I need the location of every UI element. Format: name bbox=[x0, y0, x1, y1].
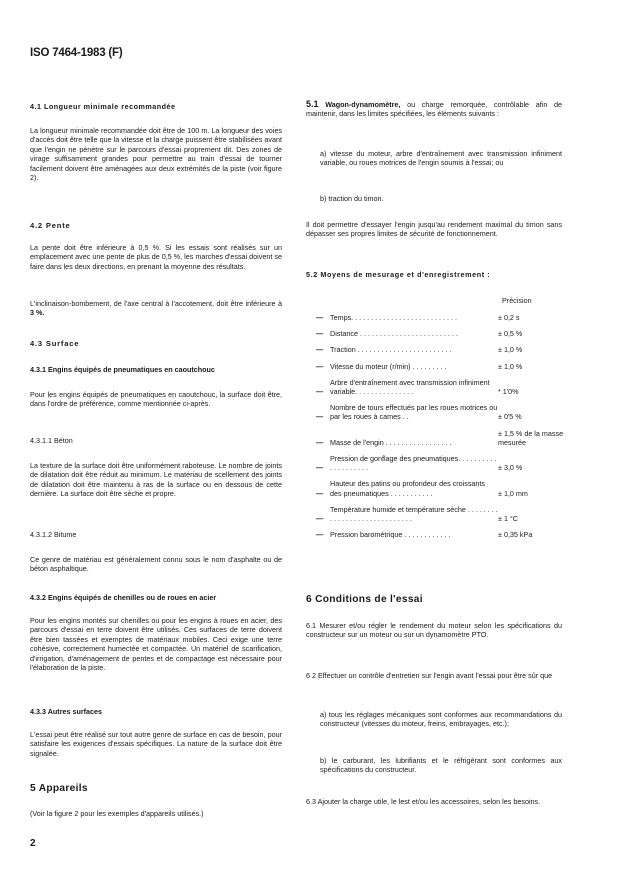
measurement-row bbox=[316, 338, 566, 354]
measurement-label: Traction . . . . . . . . . . . . . . . . . . . . . . . . bbox=[330, 345, 452, 355]
measurement-label: Arbre d'entraînement avec transmission infiniment variable. . . . . . . . . . . . . . . bbox=[330, 377, 490, 397]
measurement-precision: ± 0,5 % bbox=[498, 329, 523, 339]
document-id: ISO 7464-1983 (F) bbox=[30, 47, 123, 59]
dash-bullet: — bbox=[316, 329, 324, 339]
section-4-2-text2-b: 3 %. bbox=[30, 308, 45, 318]
section-6-1-text: 6.1 Mesurer et/ou régler le rendement du moteur selon les spécifications du constructeur sur un moteur ou sur un dynamomètre PTO. bbox=[306, 621, 562, 640]
section-4-3-1-2-text: Ce genre de matériau est généralement connu sous le nom d'asphalte ou de béton asphaltique. bbox=[30, 555, 282, 574]
measurement-precision: ± 1,0 % bbox=[498, 361, 523, 371]
section-6-3-text: 6.3 Ajouter la charge utile, le lest et/ou les accessoires, selon les besoins. bbox=[306, 797, 541, 806]
section-4-1-title: 4.1 Longueur minimale recommandée bbox=[30, 102, 176, 111]
section-5-title: 5 Appareils bbox=[30, 783, 88, 794]
measurement-table bbox=[316, 306, 566, 539]
measurement-row bbox=[316, 422, 566, 447]
section-4-2-text: La pente doit être inférieure à 0,5 %. Si les essais sont réalisés sur un emplacement avec une pente de plus de 0,5 %, les marches d'essai doivent se faire dans les deux directions, en prenant la moyenne des résultats. bbox=[30, 243, 282, 271]
section-4-3-1-1-text: La texture de la surface doit être uniformément raboteuse. Le nombre de joints de dilatation doit être réduit au minimum. Le matériau de scellement des joints de dilatation doit être maintenu à ras de la surface ou en dessous de cette dernière. La surface doit être sèche et propre. bbox=[30, 461, 282, 499]
section-6-title: 6 Conditions de l'essai bbox=[306, 594, 423, 605]
dash-bullet: — bbox=[316, 412, 324, 422]
dash-bullet: — bbox=[316, 514, 324, 524]
section-6-2-item-a: a) tous les réglages mécaniques sont conformes aux recommandations du constructeur (vitesses du moteur, freins, embrayages, etc.); bbox=[320, 710, 562, 729]
measurement-row bbox=[316, 322, 566, 338]
section-4-2-text2-a: L'inclinaison-bombement, de l'axe central à l'accotement, doit être inférieure à bbox=[30, 299, 282, 308]
measurement-precision: ± 0'5 % bbox=[498, 412, 522, 422]
measurement-row bbox=[316, 355, 566, 371]
section-4-3-1-title: 4.3.1 Engins équipés de pneumatiques en caoutchouc bbox=[30, 365, 215, 374]
section-5-1-text2: Il doit permettre d'essayer l'engin jusqu'au rendement maximal du timon sans dépasser ses propres limites de sécurité de fonctionnement. bbox=[306, 220, 562, 239]
section-4-3-1-1-title: 4.3.1.1 Béton bbox=[30, 436, 73, 445]
measurement-precision: ± 1,5 % de la masse mesurée bbox=[498, 428, 564, 447]
section-4-3-1-text: Pour les engins équipés de pneumatiques en caoutchouc, la surface doit être, dans l'ordre de préférence, comme mentionnée ci-après. bbox=[30, 390, 282, 409]
dash-bullet: — bbox=[316, 463, 324, 473]
dash-bullet: — bbox=[316, 361, 324, 371]
measurement-label: Pression de gonflage des pneumatiques. . . . . . . . . . . . . . . . . . . . bbox=[330, 454, 497, 473]
measurement-row bbox=[316, 498, 566, 523]
section-4-3-1-2-title: 4.3.1.2 Bitume bbox=[30, 530, 77, 539]
section-5-2-title: 5.2 Moyens de mesurage et d'enregistrement : bbox=[306, 270, 491, 279]
dash-bullet: — bbox=[316, 387, 324, 397]
measurement-row bbox=[316, 523, 566, 539]
measurement-label: Nombre de tours effectués par les roues motrices ou par les roues à cames . . bbox=[330, 403, 498, 422]
dash-bullet: — bbox=[316, 488, 324, 498]
measurement-precision: * 1'0% bbox=[498, 387, 519, 397]
section-6-2-text: 6 2 Effectuer un contrôle d'entretien sur l'engin avant l'essai pour être sûr que bbox=[306, 671, 553, 680]
measurement-row bbox=[316, 472, 566, 497]
measurement-row bbox=[316, 371, 566, 396]
section-5-1-number: 5.1 bbox=[306, 99, 319, 109]
section-5-1-body: ou charge remorquée, contrôlable afin de maintenir, dans les limites spécifiées, les éléments suivants : bbox=[306, 100, 562, 119]
page-number: 2 bbox=[30, 838, 36, 849]
measurement-row bbox=[316, 396, 566, 421]
section-4-2-text2 bbox=[30, 299, 282, 318]
dash-bullet: — bbox=[316, 313, 324, 322]
measurement-precision: ± 0,35 kPa bbox=[498, 530, 533, 540]
section-5-1-item-b: b) traction du timon. bbox=[320, 194, 384, 203]
section-4-3-title: 4.3 Surface bbox=[30, 339, 80, 348]
dash-bullet: — bbox=[316, 345, 324, 355]
measurement-label: Pression barométrique . . . . . . . . . . . . bbox=[330, 530, 451, 540]
measurement-label: Masse de l'engin . . . . . . . . . . . . . . . . . bbox=[330, 437, 452, 447]
measurement-label: Hauteur des patins ou profondeur des croissants des pneumatiques . . . . . . . . . . . bbox=[330, 479, 486, 498]
dash-bullet: — bbox=[316, 530, 324, 540]
precision-header: Précision bbox=[502, 296, 532, 305]
measurement-label: Distance . . . . . . . . . . . . . . . . . . . . . . . . . bbox=[330, 329, 458, 339]
measurement-label: Température humide et température sèche . . . . . . . . . . . . . . . . . . . . . . . . . . . . . bbox=[330, 504, 498, 524]
section-5-1-item-a: a) vitesse du moteur, arbre d'entraînement avec transmission infiniment variable, ou roues motrices de l'engin soumis à l'essai; ou bbox=[320, 149, 562, 168]
section-5-text: (Voir la figure 2 pour les exemples d'appareils utilisés.) bbox=[30, 809, 204, 818]
section-4-3-2-title: 4.3.2 Engins équipés de chenilles ou de roues en acier bbox=[30, 593, 217, 602]
section-4-3-2-text: Pour les engins montés sur chenilles ou pour les engins à roues en acier, des parcours d'essai en terre doivent être utilisés. Ces surfaces de terre doivent être bien tassées et exemptes de matériaux mobiles. Ceci exige une terre cohésive, correctement humectée et compactée. Un matériel de scarification, d'irrigation, d'aménagement de pentes et de compactage est nécessaire pour l'élaboration de la piste. bbox=[30, 616, 282, 673]
measurement-precision: ± 0,2 s bbox=[498, 313, 520, 322]
section-5-1-text bbox=[306, 100, 562, 119]
section-4-3-3-title: 4.3.3 Autres surfaces bbox=[30, 707, 103, 716]
measurement-row bbox=[316, 306, 566, 322]
measurement-precision: ± 1,0 % bbox=[498, 345, 523, 355]
section-4-3-3-text: L'essai peut être réalisé sur tout autre genre de surface en cas de besoin, pour satisfaire les exigences d'essais spécifiques. La nature de la surface doit être signalée. bbox=[30, 730, 282, 758]
measurement-precision: ± 1,0 mm bbox=[498, 488, 528, 498]
section-4-2-title: 4.2 Pente bbox=[30, 221, 71, 230]
measurement-precision: ± 3,0 % bbox=[498, 463, 523, 473]
section-5-1-title: Wagon-dynamomètre, bbox=[325, 100, 401, 109]
dash-bullet: — bbox=[316, 437, 324, 447]
measurement-label: Vitesse du moteur (r/min) . . . . . . . . . bbox=[330, 361, 447, 371]
section-4-1-text: La longueur minimale recommandée doit être de 100 m. La longueur des voies d'accès doit être telle que la vitesse et la charge puissent être stabilisées avant que l'engin ne pénètre sur le parcours d'essai proprement dit. Des zones de virage suffisamment grandes pour permettre au train d'essai de tourner facilement doivent être aménagées aux deux extrémités de la piste (voir figure 2). bbox=[30, 126, 282, 183]
measurement-label: Temps. . . . . . . . . . . . . . . . . . . . . . . . . . . bbox=[330, 313, 458, 322]
section-6-2-item-b: b) le carburant, les lubrifiants et le réfrigérant sont conformes aux spécifications du constructeur. bbox=[320, 756, 562, 775]
measurement-row bbox=[316, 447, 566, 472]
measurement-precision: ± 1 °C bbox=[498, 514, 519, 524]
